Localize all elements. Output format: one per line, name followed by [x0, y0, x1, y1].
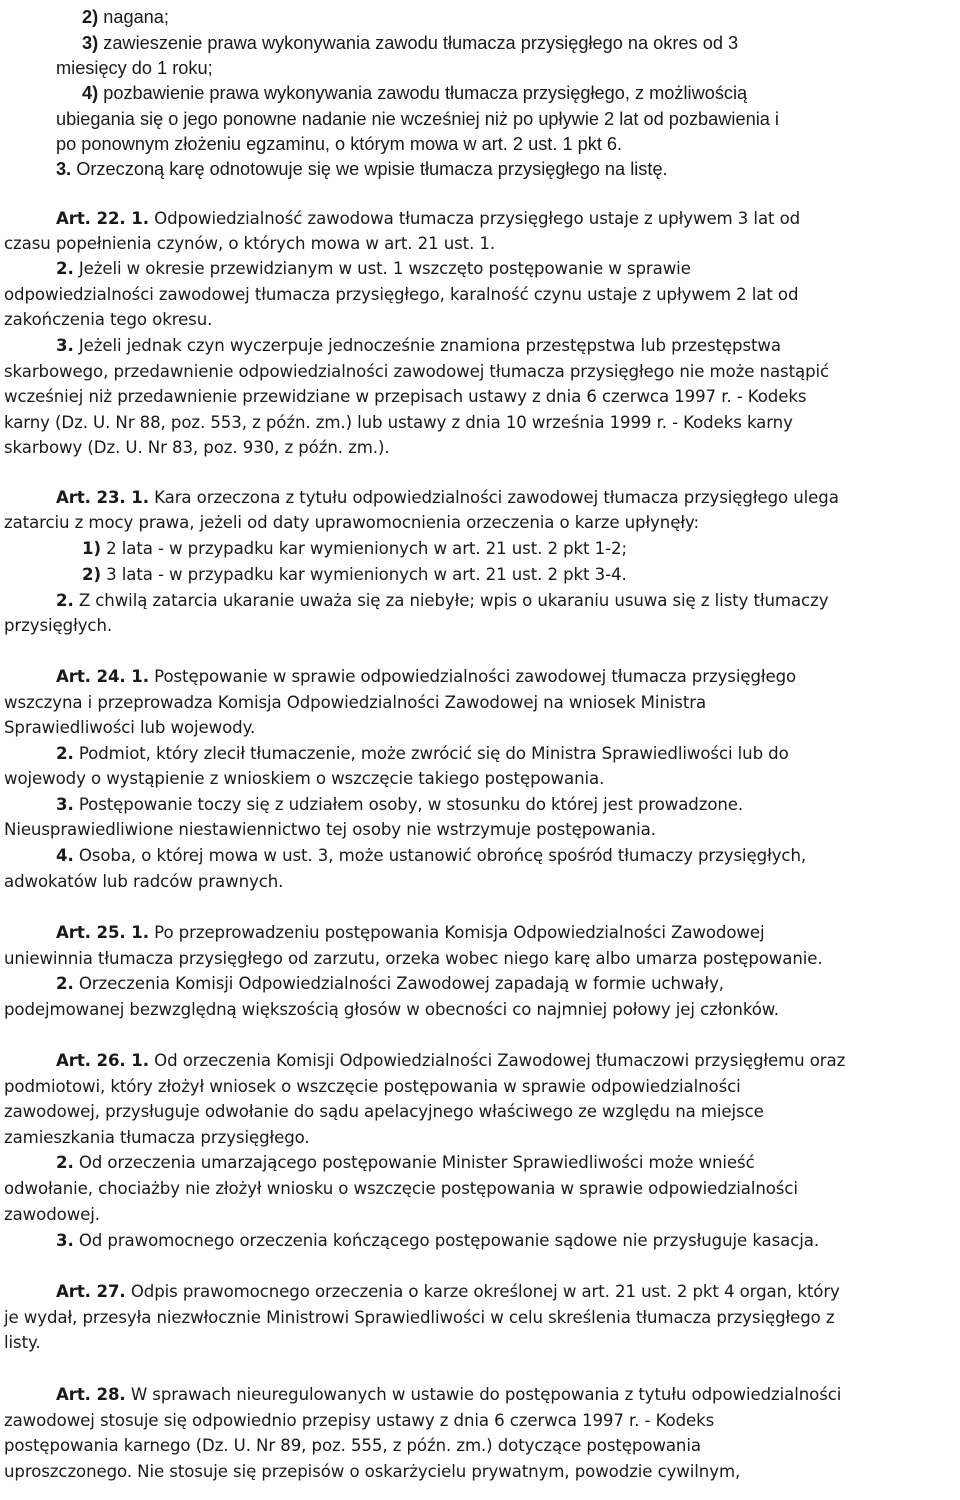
- line-text: postępowania karnego (Dz. U. Nr 89, poz. 555, z późn. zm.) dotyczące postępowania: [4, 1436, 701, 1455]
- line-text: Sprawiedliwości lub wojewody.: [4, 718, 256, 737]
- line-text: Kara orzeczona z tytułu odpowiedzialności zawodowej tłumacza przysięgłego ulega: [148, 488, 839, 507]
- text-line: [56, 1150, 755, 1176]
- text-line: [4, 410, 793, 436]
- line-text: czasu popełnienia czynów, o których mowa w art. 21 ust. 1.: [4, 234, 496, 253]
- paragraph-number: Art. 28.: [56, 1385, 126, 1404]
- line-text: Odpis prawomocnego orzeczenia o karze określonej w art. 21 ust. 2 pkt 4 organ, który: [125, 1282, 840, 1301]
- text-line: [4, 1459, 740, 1485]
- line-text: podmiotowi, który złożył wniosek o wszczęcie postępowania w sprawie odpowiedzialności: [4, 1077, 741, 1096]
- line-text: Od orzeczenia Komisji Odpowiedzialności Zawodowej tłumaczowi przysięgłemu oraz: [148, 1051, 846, 1070]
- line-text: Osoba, o której mowa w ust. 3, może ustanowić obrońcę spośród tłumaczy przysięgłych,: [73, 846, 807, 865]
- text-line: [56, 131, 622, 157]
- text-line: [56, 156, 668, 182]
- line-text: Podmiot, który zlecił tłumaczenie, może zwrócić się do Ministra Sprawiedliwości lub do: [73, 744, 789, 763]
- text-line: [56, 792, 743, 818]
- text-line: [56, 206, 800, 232]
- line-text: je wydał, przesyła niezwłocznie Ministrowi Sprawiedliwości w celu skreślenia tłumacza przysięgłego z: [4, 1308, 835, 1327]
- text-line: [56, 1228, 819, 1254]
- paragraph-number: 3): [82, 33, 99, 53]
- line-text: pozbawienie prawa wykonywania zawodu tłumacza przysięgłego, z możliwością: [98, 83, 748, 103]
- text-line: [4, 1305, 835, 1331]
- paragraph-number: 2.: [56, 974, 74, 993]
- text-line: [4, 359, 829, 385]
- line-text: 2 lata - w przypadku kar wymienionych w art. 21 ust. 2 pkt 1-2;: [100, 539, 627, 558]
- line-text: listy.: [4, 1333, 41, 1352]
- text-line: [4, 766, 604, 792]
- text-line: [56, 971, 724, 997]
- text-line: [56, 843, 806, 869]
- text-line: [4, 1202, 100, 1228]
- line-text: Po przeprowadzeniu postępowania Komisja Odpowiedzialności Zawodowej: [148, 923, 765, 942]
- text-line: [4, 307, 212, 333]
- line-text: zamieszkania tłumacza przysięgłego.: [4, 1128, 310, 1147]
- paragraph-number: 4.: [56, 846, 74, 865]
- text-line: [4, 435, 390, 461]
- line-text: zawodowej.: [4, 1205, 100, 1224]
- paragraph-number: 3.: [56, 159, 72, 179]
- text-line: [4, 1125, 310, 1151]
- paragraph-number: Art. 27.: [56, 1282, 126, 1301]
- line-text: zatarciu z mocy prawa, jeżeli od daty uprawomocnienia orzeczenia o karze upłynęły:: [4, 513, 699, 532]
- paragraph-number: 2): [82, 7, 99, 27]
- paragraph-number: Art. 23. 1.: [56, 488, 149, 507]
- line-text: Orzeczoną karę odnotowuje się we wpisie tłumacza przysięgłego na listę.: [71, 159, 668, 179]
- paragraph-number: 1): [82, 539, 101, 558]
- line-text: W sprawach nieuregulowanych w ustawie do postępowania z tytułu odpowiedzialności: [125, 1385, 842, 1404]
- paragraph-number: 2): [82, 565, 101, 584]
- line-text: 3 lata - w przypadku kar wymienionych w art. 21 ust. 2 pkt 3-4.: [100, 565, 627, 584]
- paragraph-number: Art. 25. 1.: [56, 923, 149, 942]
- text-line: [4, 282, 798, 308]
- text-line: [56, 1279, 840, 1305]
- line-text: skarbowy (Dz. U. Nr 83, poz. 930, z późn. zm.).: [4, 438, 390, 457]
- text-line: [82, 562, 627, 588]
- paragraph-number: 2.: [56, 744, 74, 763]
- line-text: Jeżeli jednak czyn wyczerpuje jednocześnie znamiona przestępstwa lub przestępstwa: [73, 336, 781, 355]
- text-line: [56, 588, 828, 614]
- text-line: [56, 1382, 841, 1408]
- line-text: Orzeczenia Komisji Odpowiedzialności Zawodowej zapadają w formie uchwały,: [73, 974, 724, 993]
- line-text: ubiegania się o jego ponowne nadanie nie wcześniej niż po upływie 2 lat od pozbawienia i: [56, 109, 779, 129]
- paragraph-number: 2.: [56, 259, 74, 278]
- line-text: Jeżeli w okresie przewidzianym w ust. 1 wszczęto postępowanie w sprawie: [73, 259, 691, 278]
- line-text: Z chwilą zatarcia ukaranie uważa się za niebyłe; wpis o ukaraniu usuwa się z listy tłumaczy: [73, 591, 829, 610]
- paragraph-number: Art. 22. 1.: [56, 209, 149, 228]
- line-text: zakończenia tego okresu.: [4, 310, 213, 329]
- text-line: [4, 613, 112, 639]
- line-text: podejmowanej bezwzględną większością głosów w obecności co najmniej połowy jej członków.: [4, 1000, 779, 1019]
- text-line: [56, 741, 789, 767]
- text-line: [4, 817, 656, 843]
- text-line: [4, 1408, 714, 1434]
- line-text: uniewinnia tłumacza przysięgłego od zarzutu, orzeka wobec niego karę albo umarza postępowanie.: [4, 949, 823, 968]
- paragraph-number: 2.: [56, 591, 74, 610]
- text-line: [4, 510, 699, 536]
- paragraph-number: Art. 24. 1.: [56, 667, 149, 686]
- text-line: [56, 106, 779, 132]
- line-text: wojewody o wystąpienie z wnioskiem o wszczęcie takiego postępowania.: [4, 769, 605, 788]
- line-text: Odpowiedzialność zawodowa tłumacza przysięgłego ustaje z upływem 3 lat od: [148, 209, 801, 228]
- text-line: [56, 485, 839, 511]
- text-line: [4, 1330, 41, 1356]
- paragraph-number: 3.: [56, 1231, 74, 1250]
- text-line: [4, 997, 779, 1023]
- line-text: po ponownym złożeniu egzaminu, o którym mowa w art. 2 ust. 1 pkt 6.: [56, 134, 623, 154]
- paragraph-number: 4): [82, 83, 99, 103]
- line-text: wcześniej niż przedawnienie przewidziane w przepisach ustawy z dnia 6 czerwca 1997 r. - Kodeks: [4, 387, 807, 406]
- text-line: [82, 4, 169, 30]
- paragraph-number: Art. 26. 1.: [56, 1051, 149, 1070]
- paragraph-number: 3.: [56, 795, 74, 814]
- line-text: przysięgłych.: [4, 616, 113, 635]
- paragraph-number: 3.: [56, 336, 74, 355]
- line-text: odwołanie, chociażby nie złożył wniosku o wszczęcie postępowania w sprawie odpowiedzialności: [4, 1179, 798, 1198]
- text-line: [4, 1099, 764, 1125]
- text-line: [4, 1074, 741, 1100]
- line-text: Postępowanie w sprawie odpowiedzialności zawodowej tłumacza przysięgłego: [148, 667, 797, 686]
- line-text: odpowiedzialności zawodowej tłumacza przysięgłego, karalność czynu ustaje z upływem 2 lat od: [4, 285, 799, 304]
- line-text: skarbowego, przedawnienie odpowiedzialności zawodowej tłumacza przysięgłego nie może nastąpić: [4, 362, 830, 381]
- text-line: [56, 664, 796, 690]
- text-line: [56, 920, 765, 946]
- text-line: [56, 333, 781, 359]
- line-text: nagana;: [98, 7, 169, 27]
- line-text: adwokatów lub radców prawnych.: [4, 872, 284, 891]
- line-text: miesięcy do 1 roku;: [56, 58, 213, 78]
- text-line: [4, 869, 283, 895]
- line-text: Od prawomocnego orzeczenia kończącego postępowanie sądowe nie przysługuje kasacja.: [73, 1231, 819, 1250]
- line-text: karny (Dz. U. Nr 88, poz. 553, z późn. zm.) lub ustawy z dnia 10 września 1999 r. - Kodeks karny: [4, 413, 793, 432]
- line-text: uproszczonego. Nie stosuje się przepisów o oskarżycielu prywatnym, powodzie cywilnym,: [4, 1462, 741, 1481]
- line-text: Nieusprawiedliwione niestawiennictwo tej osoby nie wstrzymuje postępowania.: [4, 820, 656, 839]
- text-line: [4, 1176, 798, 1202]
- text-line: [4, 715, 255, 741]
- text-line: [82, 30, 738, 56]
- paragraph-number: 2.: [56, 1153, 74, 1172]
- text-line: [82, 536, 627, 562]
- line-text: zawieszenie prawa wykonywania zawodu tłumacza przysięgłego na okres od 3: [98, 33, 739, 53]
- text-line: [56, 1048, 845, 1074]
- line-text: wszczyna i przeprowadza Komisja Odpowiedzialności Zawodowej na wniosek Ministra: [4, 693, 707, 712]
- text-line: [4, 690, 706, 716]
- text-line: [56, 256, 691, 282]
- text-line: [4, 946, 823, 972]
- text-line: [4, 384, 806, 410]
- text-line: [56, 55, 213, 81]
- text-line: [82, 80, 747, 106]
- line-text: Postępowanie toczy się z udziałem osoby, w stosunku do której jest prowadzone.: [73, 795, 744, 814]
- line-text: Od orzeczenia umarzającego postępowanie Minister Sprawiedliwości może wnieść: [73, 1153, 755, 1172]
- line-text: zawodowej, przysługuje odwołanie do sądu apelacyjnego właściwego ze względu na miejsce: [4, 1102, 764, 1121]
- text-line: [4, 231, 495, 257]
- line-text: zawodowej stosuje się odpowiednio przepisy ustawy z dnia 6 czerwca 1997 r. - Kodeks: [4, 1411, 715, 1430]
- text-line: [4, 1433, 701, 1459]
